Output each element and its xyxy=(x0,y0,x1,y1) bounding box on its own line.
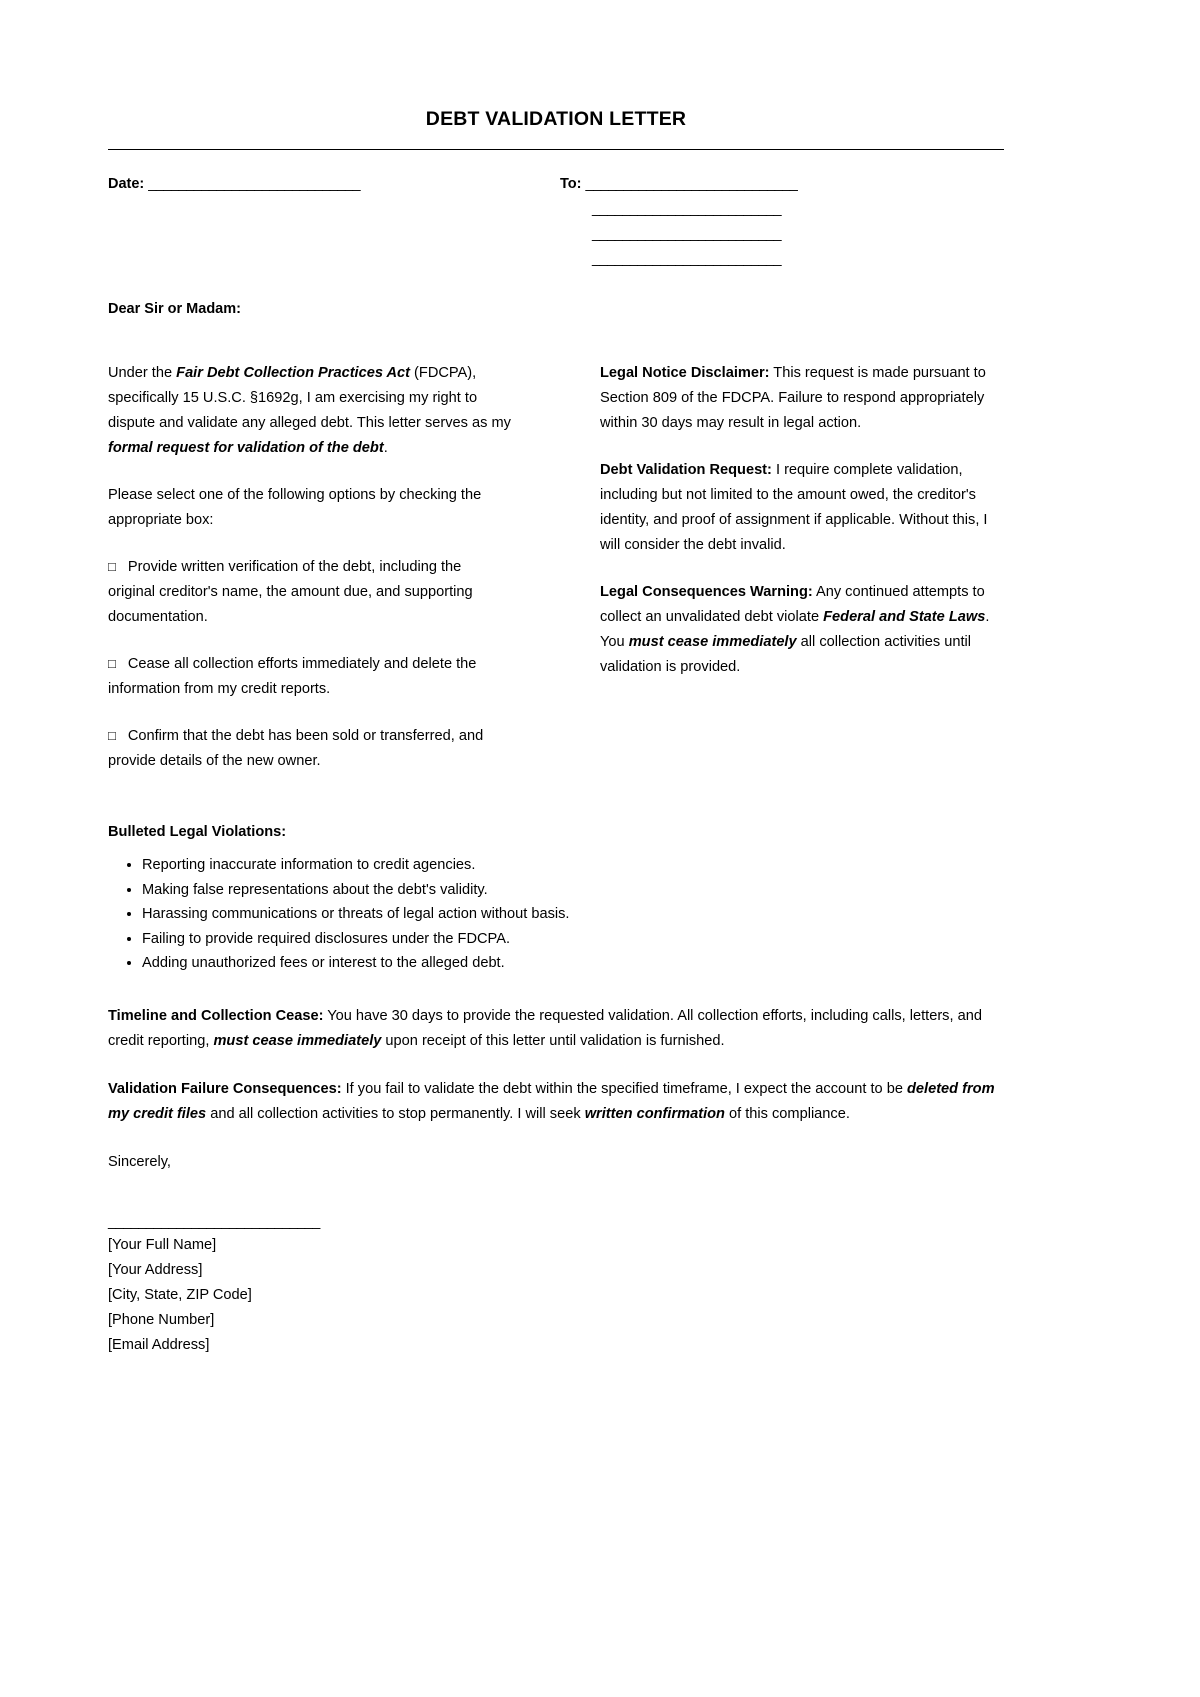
signature-city-state-zip: [City, State, ZIP Code] xyxy=(108,1287,252,1303)
legal-notice-disclaimer-heading: Legal Notice Disclaimer: xyxy=(600,365,770,381)
checkbox-option-2[interactable] xyxy=(108,652,512,702)
right-column xyxy=(600,361,1004,680)
left-column xyxy=(108,361,512,774)
recipient-input-line-2[interactable]: _________________________ xyxy=(592,201,782,217)
intro-text-c: . xyxy=(383,440,388,456)
letter-meta xyxy=(108,176,1004,267)
recipient-input-line-4-row xyxy=(560,251,1004,267)
checkbox-option-2-label: Cease all collection efforts immediately and delete the information from my credit reports. xyxy=(108,656,477,697)
timeline-paragraph xyxy=(108,1004,1004,1055)
signature-line[interactable]: ____________________________ xyxy=(108,1214,320,1230)
signature-phone: [Phone Number] xyxy=(108,1312,215,1328)
fdcpa-act-emphasis: Fair Debt Collection Practices Act xyxy=(176,365,410,381)
deleted-credit-files-emphasis: deleted from my credit files xyxy=(108,1080,995,1122)
recipient-input-line-4[interactable]: _________________________ xyxy=(592,251,782,267)
debt-validation-request-heading: Debt Validation Request: xyxy=(600,462,772,478)
signature-block xyxy=(108,1233,1004,1358)
date-input-line[interactable]: ____________________________ xyxy=(148,176,361,192)
timeline-text-b: upon receipt of this letter until validation is furnished. xyxy=(381,1033,725,1049)
legal-notice-disclaimer-text: This request is made pursuant to Section 809 of the FDCPA. Failure to respond appropriately within 30 days may result in legal action. xyxy=(600,365,986,431)
recipient-input-line-3-row xyxy=(560,226,1004,242)
federal-state-laws-emphasis: Federal and State Laws xyxy=(823,609,986,625)
checkbox-icon[interactable]: □ xyxy=(108,559,116,574)
validation-failure-paragraph xyxy=(108,1077,1004,1128)
violations-list xyxy=(108,854,1004,976)
validation-failure-heading: Validation Failure Consequences: xyxy=(108,1080,342,1097)
list-item: • Harassing communications or threats of legal action without basis. xyxy=(142,903,1004,927)
legal-consequences-text-a: Any continued attempts to collect an unvalidated debt violate xyxy=(600,584,985,625)
salutation: Dear Sir or Madam: xyxy=(108,301,241,317)
must-cease-immediately-emphasis: must cease immediately xyxy=(628,634,797,650)
intro-text-a: Under the xyxy=(108,365,177,381)
selection-instruction: Please select one of the following options by checking the appropriate box: xyxy=(108,487,482,528)
title-divider xyxy=(108,149,1004,150)
formal-request-emphasis: formal request for validation of the debt xyxy=(108,440,384,456)
signature-email: [Email Address] xyxy=(108,1337,210,1353)
full-width-section xyxy=(108,1004,1004,1128)
recipient-field-group xyxy=(560,176,1004,267)
to-label: To: xyxy=(560,176,582,192)
legal-consequences-warning-paragraph xyxy=(600,580,1004,680)
checkbox-option-1[interactable] xyxy=(108,555,512,630)
checkbox-icon[interactable]: □ xyxy=(108,656,116,671)
recipient-input-line-1[interactable]: ____________________________ xyxy=(585,176,798,192)
fdcpa-intro-paragraph xyxy=(108,361,512,461)
list-item: • Adding unauthorized fees or interest to the alleged debt. xyxy=(142,952,1004,976)
validation-failure-text-c: of this compliance. xyxy=(724,1106,850,1122)
signature-address: [Your Address] xyxy=(108,1262,203,1278)
signature-full-name: [Your Full Name] xyxy=(108,1237,217,1253)
legal-consequences-warning-heading: Legal Consequences Warning: xyxy=(600,584,813,600)
timeline-text-a: You have 30 days to provide the requested validation. All collection efforts, including calls, letters, and credit reporting, xyxy=(108,1007,982,1049)
checkbox-option-3[interactable] xyxy=(108,724,512,774)
checkbox-option-3-label: Confirm that the debt has been sold or transferred, and provide details of the new owner. xyxy=(108,728,484,769)
legal-consequences-text-c: all collection activities until validation is provided. xyxy=(600,634,972,675)
page-title: DEBT VALIDATION LETTER xyxy=(425,108,687,130)
checkbox-icon[interactable]: □ xyxy=(108,728,116,743)
recipient-row xyxy=(560,176,1004,192)
date-field-group xyxy=(108,176,560,192)
timeline-heading: Timeline and Collection Cease: xyxy=(108,1007,324,1024)
recipient-input-line-2-row xyxy=(560,201,1004,217)
debt-validation-request-paragraph xyxy=(600,458,1004,558)
written-confirmation-emphasis: written confirmation xyxy=(584,1106,725,1122)
debt-validation-request-text: I require complete validation, including but not limited to the amount owed, the creditor's identity, and proof of assignment if applicable. Without this, I will consider the debt invalid. xyxy=(600,462,988,553)
list-item: • Failing to provide required disclosures under the FDCPA. xyxy=(142,928,1004,952)
two-column-body xyxy=(108,361,1004,774)
intro-text-b: (FDCPA), specifically 15 U.S.C. §1692g, I am exercising my right to dispute and validate any alleged debt. This letter serves as my xyxy=(108,365,511,431)
date-label: Date: xyxy=(108,176,145,192)
validation-failure-text-a: If you fail to validate the debt within the specified timeframe, I expect the account to be xyxy=(341,1080,907,1097)
sincerely-text: Sincerely, xyxy=(108,1153,171,1170)
violations-heading: Bulleted Legal Violations: xyxy=(108,824,287,840)
recipient-input-line-3[interactable]: _________________________ xyxy=(592,226,782,242)
validation-failure-text-b: and all collection activities to stop permanently. I will seek xyxy=(206,1106,585,1122)
legal-notice-disclaimer-paragraph xyxy=(600,361,1004,436)
list-item: • Reporting inaccurate information to credit agencies. xyxy=(142,854,1004,878)
timeline-must-cease-emphasis: must cease immediately xyxy=(213,1033,382,1049)
list-item: • Making false representations about the debt's validity. xyxy=(142,879,1004,903)
legal-consequences-text-b: . You xyxy=(600,609,990,650)
checkbox-option-1-label: Provide written verification of the debt, including the original creditor's name, the amount due, and supporting documentation. xyxy=(108,559,473,625)
